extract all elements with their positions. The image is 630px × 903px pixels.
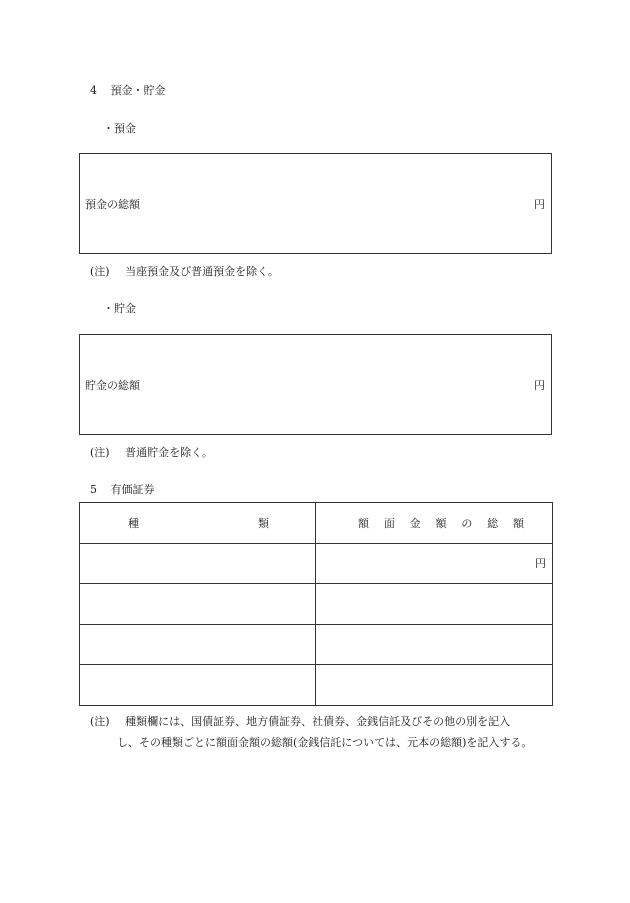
section-4-number: 4 (90, 84, 97, 97)
section-5-heading (90, 481, 155, 497)
savings-heading: ・貯金 (103, 302, 136, 315)
face-value-header-char: 金 (409, 516, 421, 530)
face-value-header-char: の (461, 516, 473, 530)
type-header-char: 種 (128, 516, 139, 530)
face-value-column-header (316, 503, 553, 544)
type-cell[interactable] (80, 665, 316, 706)
deposit-heading: ・預金 (103, 122, 136, 135)
table-row (80, 624, 553, 665)
face-value-header-char: 額 (435, 516, 447, 530)
deposit-total-label: 預金の総額 (85, 197, 140, 211)
savings-total-box[interactable] (79, 334, 552, 435)
savings-yen-unit: 円 (534, 378, 545, 392)
section-4-heading (90, 82, 166, 98)
securities-note-line-2: し、その種類ごとに額面金額の総額(金銭信託については、元本の総額)を記入する。 (117, 736, 533, 749)
type-cell[interactable] (80, 543, 316, 584)
type-cell[interactable] (80, 584, 316, 625)
face-value-cell[interactable] (316, 665, 553, 706)
table-row (80, 584, 553, 625)
type-column-header (80, 503, 316, 544)
face-value-header-char: 面 (383, 516, 395, 530)
table-header-row (80, 503, 553, 544)
deposit-note (90, 263, 279, 279)
securities-note-line-1: 種類欄には、国債証券、地方債証券、社債券、金銭信託及びその他の別を記入 (125, 715, 511, 728)
face-value-header-char: 額 (512, 516, 524, 530)
face-value-header-char: 総 (487, 516, 499, 530)
face-value-yen-unit: 円 (535, 557, 546, 571)
deposit-note-text: 当座預金及び普通預金を除く。 (125, 265, 279, 278)
securities-table (79, 502, 553, 706)
section-5-title: 有価証券 (110, 483, 155, 496)
face-value-cell[interactable] (316, 584, 553, 625)
securities-note-prefix: (注) (90, 715, 110, 728)
savings-note-text: 普通貯金を除く。 (125, 446, 213, 459)
securities-note (90, 713, 510, 729)
deposit-note-prefix: (注) (90, 265, 110, 278)
section-4-title: 預金・貯金 (110, 84, 166, 97)
savings-note-prefix: (注) (90, 446, 110, 459)
deposit-yen-unit: 円 (534, 197, 545, 211)
face-value-header-char: 額 (358, 516, 369, 530)
section-5-number: 5 (90, 483, 97, 496)
face-value-cell[interactable] (316, 624, 553, 665)
savings-note (90, 444, 213, 460)
face-value-cell[interactable] (316, 543, 553, 584)
savings-total-label: 貯金の総額 (85, 378, 140, 392)
type-cell[interactable] (80, 624, 316, 665)
table-row (80, 543, 553, 584)
table-row (80, 665, 553, 706)
type-header-char: 類 (258, 516, 269, 530)
deposit-total-box[interactable] (79, 153, 552, 254)
